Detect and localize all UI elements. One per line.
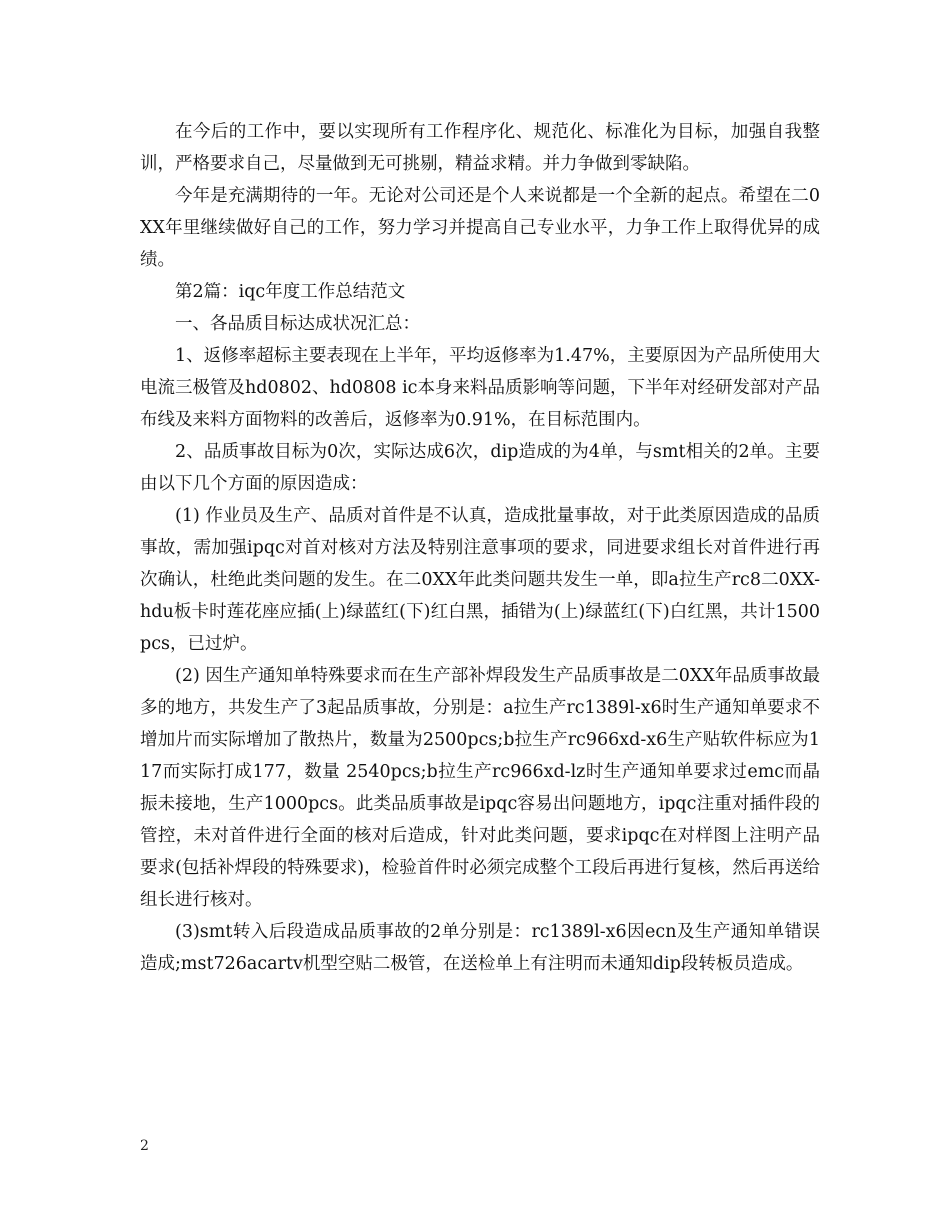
page-number: 2 (140, 1138, 149, 1154)
paragraph-repair-rate: 1、返修率超标主要表现在上半年，平均返修率为1.47%，主要原因为产品所使用大电流三极管及hd0802、hd0808 ic本身来料品质影响等问题，下半年对经研发部对产品布线及来料方面物料的改善后，返修率为0.91%，在目标范围内。 (140, 346, 820, 430)
paragraph-intro-goal: 在今后的工作中，要以实现所有工作程序化、规范化、标准化为目标，加强自我整训，严格要求自己，尽量做到无可挑剔，精益求精。并力争做到零缺陷。 (140, 122, 820, 174)
paragraph-item-2: (2) 因生产通知单特殊要求而在生产部补焊段发生产品质事故是二0XX年品质事故最多的地方，共发生产了3起品质事故，分别是：a拉生产rc1389l-x6时生产通知单要求不增加片而实际增加了散热片，数量为2500pcs;b拉生产rc966xd-x6生产贴软件标应为117而实际打成177，数量 2540pcs;b拉生产rc966xd-lz时生产通知单要求过emc而晶振未接地，生产1000pcs。此类品质事故是ipqc容易出问题地方，ipqc注重对插件段的管控，未对首件进行全面的核对后造成，针对此类问题，要求ipqc在对样图上注明产品要求(包括补焊段的特殊要求)，检验首件时必须完成整个工段后再进行复核，然后再送给组长进行核对。 (140, 666, 820, 910)
document-body (140, 116, 820, 980)
paragraph-item-3: (3)smt转入后段造成品质事故的2单分别是：rc1389l-x6因ecn及生产通知单错误造成;mst726acartv机型空贴二极管，在送检单上有注明而未通知dip段转板员造成。 (140, 922, 820, 974)
paragraph-quality-incidents: 2、品质事故目标为0次，实际达成6次，dip造成的为4单，与smt相关的2单。主要由以下几个方面的原因造成： (140, 442, 820, 494)
paragraph-year-outlook: 今年是充满期待的一年。无论对公司还是个人来说都是一个全新的起点。希望在二0XX年里继续做好自己的工作，努力学习并提高自己专业水平，力争工作上取得优异的成绩。 (140, 186, 820, 270)
paragraph-item-1: (1) 作业员及生产、品质对首件是不认真，造成批量事故，对于此类原因造成的品质事故，需加强ipqc对首对核对方法及特别注意事项的要求，同进要求组长对首件进行再次确认，杜绝此类问题的发生。在二0XX年此类问题共发生一单，即a拉生产rc8二0XX-hdu板卡时莲花座应插(上)绿蓝红(下)红白黑，插错为(上)绿蓝红(下)白红黑，共计1500pcs，已过炉。 (140, 506, 820, 654)
section-heading: 一、各品质目标达成状况汇总： (175, 314, 420, 334)
section-title: 第2篇：iqc年度工作总结范文 (175, 282, 406, 302)
